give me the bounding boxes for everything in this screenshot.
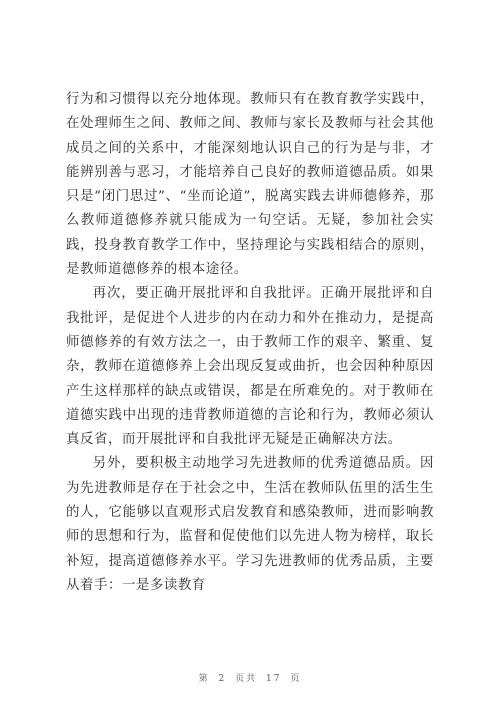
paragraph-criticism: 再次，要正确开展批评和自我批评。正确开展批评和自我批评，是促进个人进步的内在动力和外在推动力，是提高师德修养的有效方法之一，由于教师工作的艰辛、繁重、复杂，教师在道德修养上会出现反复或曲折，也会因种种原因产生这样那样的缺点或错误，都是在所难免的。对于教师在道德实践中出现的违背教师道德的言论和行为，教师必须认真反省，而开展批评和自我批评无疑是正确解决方法。 [66, 286, 434, 448]
paragraph-practice: 行为和习惯得以充分地体现。教师只有在教育教学实践中，在处理师生之间、教师之间、教师与家长及教师与社会其他成员之间的关系中，才能深刻地认识自己的行为是与非，才能辨别善与恶习，才能培养自己良好的教师道德品质。如果只是“闭门思过”、“坐而论道”，脱离实践去讲师德修养，那么教师道德修养就只能成为一句空话。无疑，参加社会实践，投身教育教学工作中，坚持理论与实践相结合的原则，是教师道德修养的根本途径。 [66, 92, 434, 278]
footer-current-page: 2 [218, 674, 227, 684]
footer-total-pages: 17 [266, 674, 282, 684]
document-body [66, 88, 434, 598]
paragraph-role-models: 另外，要积极主动地学习先进教师的优秀道德品质。因为先进教师是存在于社会之中，生活在教师队伍里的活生生的人，它能够以直观形式启发教育和感染教师，进而影响教师的思想和行为，监督和促使他们以先进人物为榜样，取长补短，提高道德修养水平。学习先进教师的优秀品质，主要从着手：一是多读教育 [66, 456, 434, 593]
footer-middle: 页共 [235, 674, 258, 684]
page-footer [0, 671, 500, 684]
footer-suffix: 页 [290, 674, 302, 684]
footer-prefix: 第 [198, 674, 210, 684]
